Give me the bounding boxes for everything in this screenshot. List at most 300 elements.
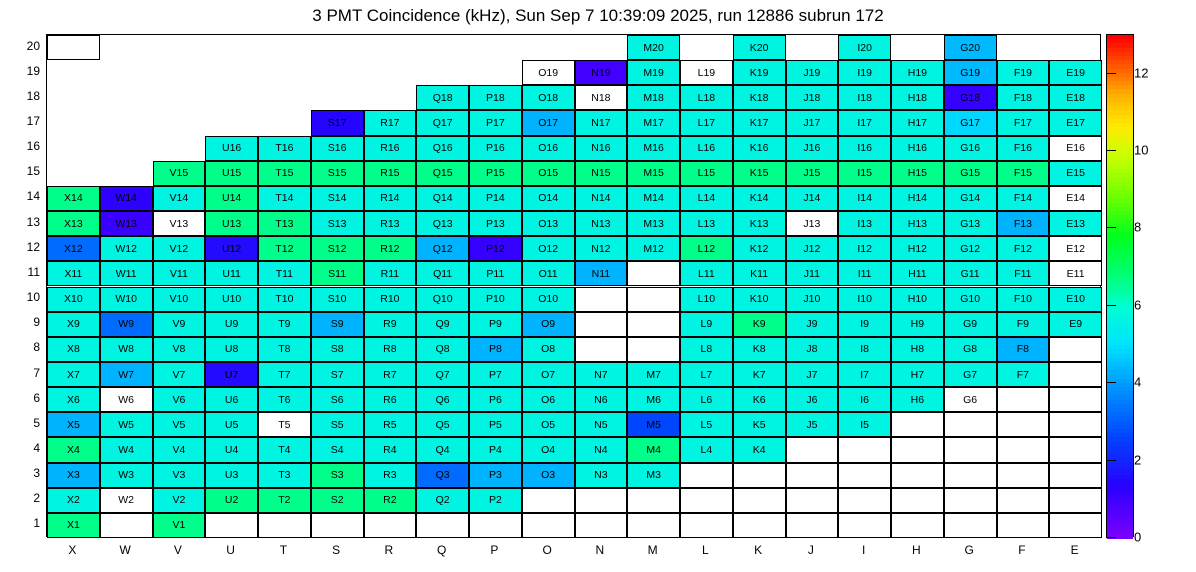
heatmap-cell: H13 <box>891 211 944 236</box>
heatmap-cell: P17 <box>469 110 522 135</box>
heatmap-cell: U7 <box>205 362 258 387</box>
heatmap-cell: X9 <box>47 312 100 337</box>
heatmap-cell: H8 <box>891 337 944 362</box>
y-axis-tick-label: 10 <box>26 290 40 305</box>
heatmap-cell: I7 <box>838 362 891 387</box>
heatmap-cell: G17 <box>944 110 997 135</box>
y-axis-tick-label: 16 <box>26 139 40 154</box>
heatmap-cell: W13 <box>100 211 153 236</box>
heatmap-cell: Q5 <box>416 412 469 437</box>
heatmap-cell: T15 <box>258 161 311 186</box>
heatmap-cell: P15 <box>469 161 522 186</box>
y-axis-tick-label: 14 <box>26 189 40 204</box>
heatmap-cell: X6 <box>47 387 100 412</box>
heatmap-cell: O10 <box>522 287 575 312</box>
heatmap-cell: Q13 <box>416 211 469 236</box>
heatmap-cell <box>1049 488 1102 513</box>
heatmap-cell: M7 <box>627 362 680 387</box>
heatmap-cell: K6 <box>733 387 786 412</box>
heatmap-cell: J19 <box>786 60 839 85</box>
x-axis-tick-label: Q <box>436 543 447 557</box>
heatmap-cell: H14 <box>891 186 944 211</box>
heatmap-cell: X2 <box>47 488 100 513</box>
heatmap-cell <box>627 287 680 312</box>
heatmap-cell: T13 <box>258 211 311 236</box>
heatmap-cell: I15 <box>838 161 891 186</box>
heatmap-cell: F15 <box>997 161 1050 186</box>
y-axis-tick-label: 1 <box>33 516 40 531</box>
heatmap-cell: W7 <box>100 362 153 387</box>
heatmap-cell <box>1049 513 1102 538</box>
colorbar-tick-label: 10 <box>1134 142 1149 158</box>
heatmap-cell: R16 <box>364 136 417 161</box>
heatmap-cell: H11 <box>891 261 944 286</box>
x-axis-tick-label: X <box>68 543 77 557</box>
heatmap-cell: F19 <box>997 60 1050 85</box>
heatmap-cell <box>891 513 944 538</box>
heatmap-cell <box>1049 362 1102 387</box>
heatmap-cell: L4 <box>680 437 733 462</box>
heatmap-cell <box>680 513 733 538</box>
heatmap-cell <box>1049 337 1102 362</box>
heatmap-cell: K9 <box>733 312 786 337</box>
heatmap-cell: F17 <box>997 110 1050 135</box>
heatmap-cell: W9 <box>100 312 153 337</box>
heatmap-cell: J5 <box>786 412 839 437</box>
heatmap-cell: R12 <box>364 236 417 261</box>
heatmap-cell: P16 <box>469 136 522 161</box>
heatmap-cell: O7 <box>522 362 575 387</box>
heatmap-cell <box>680 463 733 488</box>
heatmap-cell: G20 <box>944 35 997 60</box>
heatmap-cell: P12 <box>469 236 522 261</box>
heatmap-cell: Q10 <box>416 287 469 312</box>
heatmap-cell: W14 <box>100 186 153 211</box>
heatmap-cell: H19 <box>891 60 944 85</box>
heatmap-cell: G18 <box>944 85 997 110</box>
x-axis-tick-label: L <box>702 543 709 557</box>
heatmap-cell: I11 <box>838 261 891 286</box>
heatmap-cell: Q4 <box>416 437 469 462</box>
heatmap-cell: I19 <box>838 60 891 85</box>
heatmap-cell: R2 <box>364 488 417 513</box>
heatmap-cell <box>997 437 1050 462</box>
heatmap-cell: U15 <box>205 161 258 186</box>
heatmap-cell <box>838 437 891 462</box>
heatmap-cell <box>891 463 944 488</box>
heatmap-cell: P9 <box>469 312 522 337</box>
heatmap-cell: G9 <box>944 312 997 337</box>
y-axis-tick-label: 9 <box>33 315 40 330</box>
heatmap-cell: F16 <box>997 136 1050 161</box>
heatmap-cell <box>205 513 258 538</box>
heatmap-cell <box>1049 463 1102 488</box>
heatmap-cell: Q16 <box>416 136 469 161</box>
heatmap-cell: I14 <box>838 186 891 211</box>
heatmap-cell <box>944 513 997 538</box>
x-axis-tick-label: S <box>332 543 341 557</box>
heatmap-cell: V15 <box>153 161 206 186</box>
heatmap-cell: L15 <box>680 161 733 186</box>
heatmap-cell: N3 <box>575 463 628 488</box>
heatmap-cell: J17 <box>786 110 839 135</box>
heatmap-cell: J18 <box>786 85 839 110</box>
colorbar-tick-mark <box>1106 227 1116 228</box>
heatmap-cell: U12 <box>205 236 258 261</box>
heatmap-cell: X11 <box>47 261 100 286</box>
heatmap-cell: P18 <box>469 85 522 110</box>
heatmap-cell: S11 <box>311 261 364 286</box>
heatmap-cell <box>944 412 997 437</box>
heatmap-cell: J8 <box>786 337 839 362</box>
heatmap-cell: H17 <box>891 110 944 135</box>
heatmap-cell: G11 <box>944 261 997 286</box>
heatmap-cell: Q11 <box>416 261 469 286</box>
heatmap-cell: W4 <box>100 437 153 462</box>
heatmap-cell: L8 <box>680 337 733 362</box>
heatmap-cell: G13 <box>944 211 997 236</box>
heatmap-cell: U11 <box>205 261 258 286</box>
heatmap-cell: J12 <box>786 236 839 261</box>
x-axis-tick-label: G <box>964 543 974 557</box>
x-axis-tick-label: R <box>384 543 394 557</box>
heatmap-cell: E16 <box>1049 136 1102 161</box>
heatmap-cell: G8 <box>944 337 997 362</box>
heatmap-cell: W8 <box>100 337 153 362</box>
heatmap-cell: T4 <box>258 437 311 462</box>
heatmap-cell: V1 <box>153 513 206 538</box>
heatmap-cell: K10 <box>733 287 786 312</box>
heatmap-cell: I17 <box>838 110 891 135</box>
heatmap-cell: R11 <box>364 261 417 286</box>
heatmap-cell: T6 <box>258 387 311 412</box>
heatmap-cell <box>891 412 944 437</box>
heatmap-cell: P2 <box>469 488 522 513</box>
heatmap-cell: V10 <box>153 287 206 312</box>
heatmap-cell: R9 <box>364 312 417 337</box>
heatmap-cell: Q7 <box>416 362 469 387</box>
heatmap-cell: M19 <box>627 60 680 85</box>
heatmap-cell: V3 <box>153 463 206 488</box>
heatmap-cell: T16 <box>258 136 311 161</box>
heatmap-cell: X3 <box>47 463 100 488</box>
heatmap-cell: G14 <box>944 186 997 211</box>
heatmap-cell: S6 <box>311 387 364 412</box>
heatmap-cell: E18 <box>1049 85 1102 110</box>
colorbar <box>1106 34 1134 537</box>
heatmap-cell: N16 <box>575 136 628 161</box>
colorbar-tick-mark <box>1106 305 1116 306</box>
heatmap-cell: O4 <box>522 437 575 462</box>
y-axis-tick-label: 12 <box>26 239 40 254</box>
y-axis-tick-label: 5 <box>33 415 40 430</box>
heatmap-cell: X13 <box>47 211 100 236</box>
heatmap-cell: V7 <box>153 362 206 387</box>
heatmap-cell: V8 <box>153 337 206 362</box>
x-axis-tick-label: H <box>912 543 921 557</box>
heatmap-cell: L5 <box>680 412 733 437</box>
heatmap-cell: I20 <box>838 35 891 60</box>
heatmap-cell: R10 <box>364 287 417 312</box>
heatmap-cell: H6 <box>891 387 944 412</box>
heatmap-cell: Q3 <box>416 463 469 488</box>
heatmap-cell: L9 <box>680 312 733 337</box>
y-axis-tick-label: 4 <box>33 440 40 455</box>
heatmap-cell: E9 <box>1049 312 1102 337</box>
heatmap-cell: O16 <box>522 136 575 161</box>
x-axis-tick-label: T <box>279 543 288 557</box>
heatmap-cell: T2 <box>258 488 311 513</box>
heatmap-cell: I18 <box>838 85 891 110</box>
heatmap-cell: O11 <box>522 261 575 286</box>
heatmap-cell <box>522 513 575 538</box>
heatmap-cell: V13 <box>153 211 206 236</box>
heatmap-cell: T7 <box>258 362 311 387</box>
heatmap-grid <box>46 34 1101 537</box>
heatmap-cell: T11 <box>258 261 311 286</box>
heatmap-cell: U8 <box>205 337 258 362</box>
heatmap-cell: F12 <box>997 236 1050 261</box>
y-axis-tick-label: 15 <box>26 164 40 179</box>
heatmap-cell: I5 <box>838 412 891 437</box>
heatmap-cell: N15 <box>575 161 628 186</box>
heatmap-cell: L16 <box>680 136 733 161</box>
heatmap-cell: X8 <box>47 337 100 362</box>
heatmap-cell: H16 <box>891 136 944 161</box>
heatmap-cell: X4 <box>47 437 100 462</box>
heatmap-cell <box>997 513 1050 538</box>
heatmap-cell: Q8 <box>416 337 469 362</box>
heatmap-cell: K14 <box>733 186 786 211</box>
heatmap-cell: S8 <box>311 337 364 362</box>
heatmap-cell: S15 <box>311 161 364 186</box>
heatmap-cell: H12 <box>891 236 944 261</box>
heatmap-cell: P6 <box>469 387 522 412</box>
heatmap-cell: G16 <box>944 136 997 161</box>
heatmap-cell: E13 <box>1049 211 1102 236</box>
heatmap-cell: F8 <box>997 337 1050 362</box>
heatmap-cell <box>891 437 944 462</box>
heatmap-cell: S14 <box>311 186 364 211</box>
heatmap-cell: W12 <box>100 236 153 261</box>
heatmap-cell: W5 <box>100 412 153 437</box>
heatmap-cell <box>1049 387 1102 412</box>
heatmap-cell: G19 <box>944 60 997 85</box>
heatmap-cell: P14 <box>469 186 522 211</box>
colorbar-tick-label: 0 <box>1134 529 1142 545</box>
heatmap-cell: S7 <box>311 362 364 387</box>
heatmap-cell: S5 <box>311 412 364 437</box>
heatmap-cell: U6 <box>205 387 258 412</box>
heatmap-cell: N12 <box>575 236 628 261</box>
heatmap-cell <box>627 337 680 362</box>
heatmap-cell: F7 <box>997 362 1050 387</box>
heatmap-cell: M13 <box>627 211 680 236</box>
heatmap-cell: G10 <box>944 287 997 312</box>
heatmap-cell <box>786 513 839 538</box>
heatmap-cell: F10 <box>997 287 1050 312</box>
heatmap-cell <box>944 463 997 488</box>
heatmap-cell: U5 <box>205 412 258 437</box>
heatmap-cell: R4 <box>364 437 417 462</box>
x-axis-tick-label: P <box>490 543 499 557</box>
heatmap-cell: G7 <box>944 362 997 387</box>
heatmap-cell: W10 <box>100 287 153 312</box>
heatmap-cell: N6 <box>575 387 628 412</box>
heatmap-cell: O3 <box>522 463 575 488</box>
heatmap-cell: W11 <box>100 261 153 286</box>
y-axis-tick-label: 20 <box>26 38 40 53</box>
heatmap-cell: I16 <box>838 136 891 161</box>
heatmap-cell: R17 <box>364 110 417 135</box>
heatmap-cell <box>364 513 417 538</box>
heatmap-cell: S2 <box>311 488 364 513</box>
heatmap-cell <box>997 387 1050 412</box>
heatmap-cell: N13 <box>575 211 628 236</box>
heatmap-cell <box>575 337 628 362</box>
heatmap-cell: L17 <box>680 110 733 135</box>
heatmap-cell: E12 <box>1049 236 1102 261</box>
heatmap-cell: K16 <box>733 136 786 161</box>
heatmap-cell: X10 <box>47 287 100 312</box>
heatmap-cell: Q18 <box>416 85 469 110</box>
y-axis-tick-label: 3 <box>33 466 40 481</box>
heatmap-cell: K11 <box>733 261 786 286</box>
heatmap-cell: P10 <box>469 287 522 312</box>
x-axis-tick-label: N <box>595 543 605 557</box>
heatmap-cell: P3 <box>469 463 522 488</box>
heatmap-cell: K12 <box>733 236 786 261</box>
heatmap-cell: J16 <box>786 136 839 161</box>
colorbar-tick-mark <box>1106 150 1116 151</box>
y-axis-tick-label: 17 <box>26 114 40 129</box>
heatmap-cell: X5 <box>47 412 100 437</box>
heatmap-cell: X1 <box>47 513 100 538</box>
heatmap-cell: U3 <box>205 463 258 488</box>
y-axis-tick-label: 6 <box>33 390 40 405</box>
heatmap-cell: K8 <box>733 337 786 362</box>
heatmap-cell: M18 <box>627 85 680 110</box>
heatmap-cell: N17 <box>575 110 628 135</box>
heatmap-cell: R3 <box>364 463 417 488</box>
x-axis-tick-label: W <box>119 543 131 557</box>
heatmap-cell: S12 <box>311 236 364 261</box>
heatmap-cell: H7 <box>891 362 944 387</box>
colorbar-tick-label: 6 <box>1134 297 1142 313</box>
heatmap-cell: P5 <box>469 412 522 437</box>
colorbar-tick-label: 8 <box>1134 219 1142 235</box>
heatmap-cell: X14 <box>47 186 100 211</box>
heatmap-cell: Q9 <box>416 312 469 337</box>
colorbar-tick-label: 4 <box>1134 374 1142 390</box>
heatmap-cell: L12 <box>680 236 733 261</box>
heatmap-cell: P8 <box>469 337 522 362</box>
heatmap-cell: I6 <box>838 387 891 412</box>
heatmap-cell: E17 <box>1049 110 1102 135</box>
x-axis-tick-label: K <box>754 543 763 557</box>
heatmap-cell: L10 <box>680 287 733 312</box>
heatmap-cell: Q17 <box>416 110 469 135</box>
heatmap-cell <box>1049 437 1102 462</box>
page-title: 3 PMT Coincidence (kHz), Sun Sep 7 10:39:09 2025, run 12886 subrun 172 <box>312 6 884 25</box>
heatmap-cell: U10 <box>205 287 258 312</box>
heatmap-cell: M6 <box>627 387 680 412</box>
heatmap-cell: K13 <box>733 211 786 236</box>
heatmap-cell <box>100 513 153 538</box>
heatmap-cell: M16 <box>627 136 680 161</box>
heatmap-cell: L13 <box>680 211 733 236</box>
heatmap-cell: V5 <box>153 412 206 437</box>
heatmap-cell: L7 <box>680 362 733 387</box>
heatmap-cell: O8 <box>522 337 575 362</box>
y-axis-tick-label: 18 <box>26 88 40 103</box>
heatmap-cell: J9 <box>786 312 839 337</box>
heatmap-cell: N5 <box>575 412 628 437</box>
heatmap-cell <box>786 463 839 488</box>
heatmap-cell: F9 <box>997 312 1050 337</box>
heatmap-cell: R8 <box>364 337 417 362</box>
heatmap-cell: T12 <box>258 236 311 261</box>
heatmap-cell <box>47 35 100 60</box>
heatmap-cell: I8 <box>838 337 891 362</box>
heatmap-cell <box>1049 412 1102 437</box>
heatmap-cell: M3 <box>627 463 680 488</box>
heatmap-cell: E15 <box>1049 161 1102 186</box>
heatmap-cell <box>997 412 1050 437</box>
x-axis-tick-label: V <box>173 543 182 557</box>
heatmap-cell: X12 <box>47 236 100 261</box>
heatmap-cell: I9 <box>838 312 891 337</box>
heatmap-cell: K15 <box>733 161 786 186</box>
heatmap-cell: J13 <box>786 211 839 236</box>
heatmap-cell: H10 <box>891 287 944 312</box>
heatmap-cell: V11 <box>153 261 206 286</box>
colorbar-tick-mark <box>1106 73 1116 74</box>
heatmap-cell <box>575 287 628 312</box>
heatmap-cell: Q12 <box>416 236 469 261</box>
heatmap-cell: F11 <box>997 261 1050 286</box>
heatmap-cell: J15 <box>786 161 839 186</box>
heatmap-cell: O18 <box>522 85 575 110</box>
heatmap-cell: S17 <box>311 110 364 135</box>
heatmap-cell <box>627 312 680 337</box>
heatmap-cell: T9 <box>258 312 311 337</box>
heatmap-cell: T10 <box>258 287 311 312</box>
heatmap-cell: N7 <box>575 362 628 387</box>
heatmap-cell: P4 <box>469 437 522 462</box>
heatmap-cell: Q15 <box>416 161 469 186</box>
colorbar-tick-mark <box>1106 537 1116 538</box>
heatmap-cell <box>891 488 944 513</box>
heatmap-cell: E14 <box>1049 186 1102 211</box>
heatmap-cell: G12 <box>944 236 997 261</box>
heatmap-cell: U9 <box>205 312 258 337</box>
heatmap-cell: V2 <box>153 488 206 513</box>
heatmap-cell: N19 <box>575 60 628 85</box>
heatmap-cell: P13 <box>469 211 522 236</box>
heatmap-cell: O14 <box>522 186 575 211</box>
heatmap-cell: K19 <box>733 60 786 85</box>
heatmap-cell: V4 <box>153 437 206 462</box>
heatmap-cell: F14 <box>997 186 1050 211</box>
heatmap-cell <box>838 513 891 538</box>
heatmap-cell: R13 <box>364 211 417 236</box>
heatmap-cell: F13 <box>997 211 1050 236</box>
heatmap-cell: T3 <box>258 463 311 488</box>
colorbar-tick-mark <box>1106 382 1116 383</box>
heatmap-cell: R15 <box>364 161 417 186</box>
heatmap-cell <box>469 513 522 538</box>
